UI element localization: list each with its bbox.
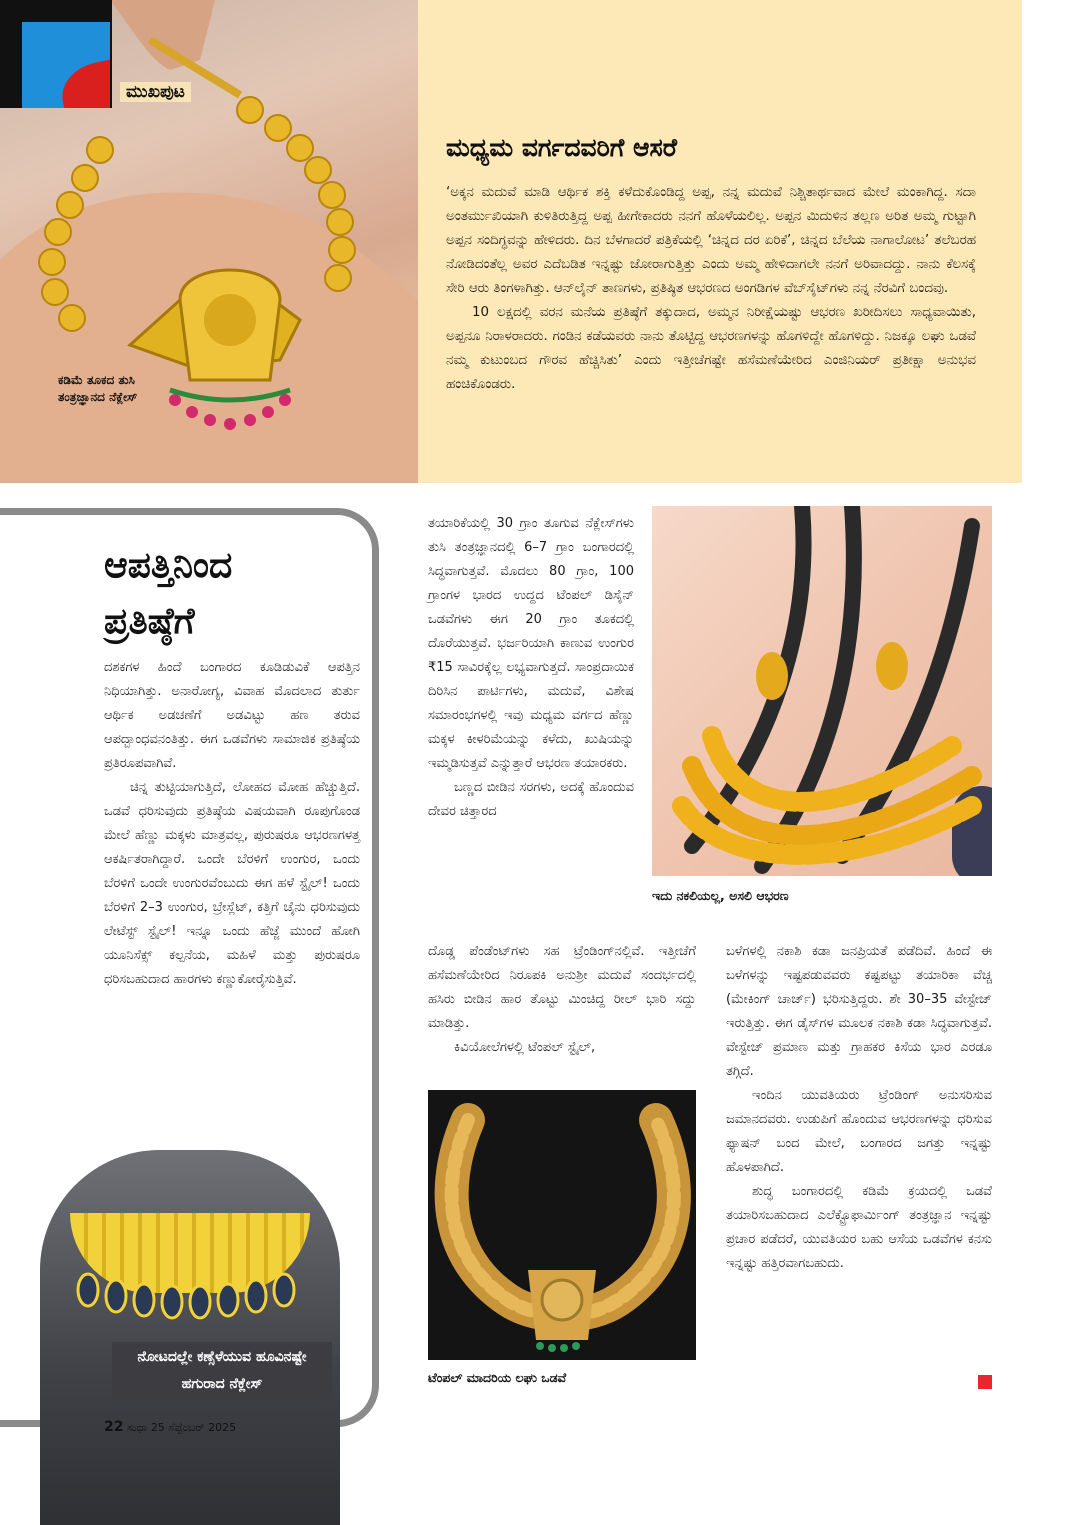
issue-date: 25 ಸೆಪ್ಟೆಂಬರ್ 2025	[150, 1421, 237, 1434]
top-story-paragraph: 10 ಲಕ್ಷದಲ್ಲಿ ವರನ ಮನೆಯ ಪ್ರತಿಷ್ಠೆಗೆ ತಕ್ಕುದಾದ, ಅಮ್ಮನ ನಿರೀಕ್ಷೆಯಷ್ಟು ಆಭರಣ ಖರೀದಿಸಲು ಸಾಧ್ಯವಾಯಿತು, ಅಪ್ಪನೂ ನಿರಾಳರಾದರು. ಗಂಡಿನ ಕಡೆಯವರು ನಾನು ತೊಟ್ಟಿದ್ದ ಆಭರಣಗಳನ್ನು ಹೊಗಳಿದ್ದೇ ಹೊಗಳಿದ್ದು. ನಿಜಕ್ಕೂ ಲಘು ಒಡವೆ ನಮ್ಮ ಕುಟುಂಬದ ಗೌರವ ಹೆಚ್ಚಿಸಿತು’ ಎಂದು ಇತ್ತೀಚೆಗಷ್ಟೇ ಹಸೆಮಣೆಯೇರಿದ ಎಂಜಿನಿಯರ್ ಪ್ರತೀಕ್ಷಾ ಅನುಭವ ಹಂಚಿಕೊಂಡರು.	[446, 305, 976, 392]
top-photo-caption: ಕಡಿಮೆ ತೂಕದ ತುಸಿ ತಂತ್ರಜ್ಞಾನದ ನೆಕ್ಲೇಸ್	[58, 373, 138, 404]
section-tag: ಮುಖಪುಟ	[120, 82, 191, 102]
logo-red-shape	[56, 54, 110, 108]
main-story-column-3	[726, 940, 992, 1276]
side-story-paragraph: ದಶಕಗಳ ಹಿಂದೆ ಬಂಗಾರದ ಕೂಡಿಡುವಿಕೆ ಆಪತ್ತಿನ ನಿಧಿಯಾಗಿತ್ತು. ಅನಾರೋಗ್ಯ, ವಿವಾಹ ಮೊದಲಾದ ತುರ್ತು ಆರ್ಥಿಕ ಅಡಚಣೆಗೆ ಅಡವಿಟ್ಟು ಹಣ ತರುವ ಆಪದ್ಬಾಂಧವನಂತಿತ್ತು. ಈಗ ಒಡವೆಗಳು ಸಾಮಾಜಿಕ ಪ್ರತಿಷ್ಠೆಯ ಪ್ರತಿರೂಪವಾಗಿವೆ.	[104, 660, 360, 771]
main-story-paragraph: ಬಣ್ಣದ ಬೀಡಿನ ಸರಗಳು, ಅದಕ್ಕೆ ಹೊಂದುವ ದೇವರ ಚಿತ್ತಾರದ	[428, 780, 634, 819]
page-folio	[104, 1419, 236, 1435]
temple-necklace-photo	[428, 1090, 696, 1360]
main-story-paragraph: ಬಳೆಗಳಲ್ಲಿ ನಕಾಶಿ ಕಡಾ ಜನಪ್ರಿಯತೆ ಪಡೆದಿವೆ. ಹಿಂದೆ ಈ ಬಳೆಗಳನ್ನು ಇಷ್ಟಪಡುವವರು ಕಷ್ಟಪಟ್ಟು ತಯಾರಿಕಾ ವೆಚ್ಚ (ಮೇಕಿಂಗ್ ಚಾರ್ಜ್) ಭರಿಸುತ್ತಿದ್ದರು. ಶೇ 30–35 ವೇಸ್ಟೇಜ್ ಇರುತ್ತಿತ್ತು. ಈಗ ಡೈಸ್‌ಗಳ ಮೂಲಕ ನಕಾಶಿ ಕಡಾ ಸಿದ್ಧವಾಗುತ್ತವೆ. ವೇಸ್ಟೇಜ್ ಪ್ರಮಾಣ ಮತ್ತು ಗ್ರಾಹಕರ ಕಿಸೆಯ ಭಾರ ಎರಡೂ ತಗ್ಗಿದೆ.	[726, 944, 992, 1079]
top-story-paragraph: ‘ಅಕ್ಕನ ಮದುವೆ ಮಾಡಿ ಆರ್ಥಿಕ ಶಕ್ತಿ ಕಳೆದುಕೊಂಡಿದ್ದ ಅಪ್ಪ, ನನ್ನ ಮದುವೆ ನಿಶ್ಚಿತಾರ್ಥವಾದ ಮೇಲೆ ಮಂಕಾಗಿದ್ದ. ಸದಾ ಅಂತರ್ಮುಖಿಯಾಗಿ ಕುಳಿತಿರುತ್ತಿದ್ದ ಅಪ್ಪ ಹೀಗೇಕಾದರು ನನಗೆ ಹೊಳೆಯಲಿಲ್ಲ. ಅಪ್ಪನ ಮಿದುಳಿನ ತಲ್ಲಣ ಅರಿತ ಅಮ್ಮ ಗುಟ್ಟಾಗಿ ಅಪ್ಪನ ಸಂದಿಗ್ಧವನ್ನು ಹೇಳಿದರು. ದಿನ ಬೆಳಗಾದರೆ ಪತ್ರಿಕೆಯಲ್ಲಿ ‘ಚಿನ್ನದ ದರ ಏರಿಕೆ’, ಚಿನ್ನದ ಬೆಲೆಯ ನಾಗಾಲೋಟ’ ತಲೆಬರಹ ನೋಡಿದಂತೆಲ್ಲ ಅವರ ಎದೆಬಡಿತ ಇನ್ನಷ್ಟು ಜೋರಾಗುತ್ತಿತ್ತು ಎಂದು ಅಮ್ಮ ಹೇಳಿದಾಗಲೇ ನನಗೆ ಅರಿವಾದದ್ದು. ನಾನು ಕೆಲಸಕ್ಕೆ ಸೇರಿ ಆರು ತಿಂಗಳಾಗಿತ್ತು. ಆನ್‌ಲೈನ್ ತಾಣಗಳು, ಪ್ರತಿಷ್ಠಿತ ಆಭರಣದ ಅಂಗಡಿಗಳ ವೆಬ್‌ಸೈಟ್‌ಗಳು ನನ್ನ ನೆರವಿಗೆ ಬಂದವು.	[446, 185, 976, 296]
side-story-headline	[104, 538, 232, 650]
side-story-paragraph: ಚಿನ್ನ ತುಟ್ಟಿಯಾಗುತ್ತಿದೆ, ಲೋಹದ ಮೋಹ ಹೆಚ್ಚುತ್ತಿದೆ. ಒಡವೆ ಧರಿಸುವುದು ಪ್ರತಿಷ್ಠೆಯ ವಿಷಯವಾಗಿ ರೂಪುಗೊಂಡ ಮೇಲೆ ಹೆಣ್ಣು ಮಕ್ಕಳು ಮಾತ್ರವಲ್ಲ, ಪುರುಷರೂ ಆಭರಣಗಳತ್ತ ಆಕರ್ಷಿತರಾಗಿದ್ದಾರೆ. ಒಂದೇ ಬೆರಳಿಗೆ ಉಂಗುರ, ಒಂದು ಬೆರಳಿಗೆ ಒಂದೇ ಉಂಗುರವೆಂಬುದು ಈಗ ಹಳೆ ಸ್ಟೈಲ್! ಒಂದು ಬೆರಳಿಗೆ 2–3 ಉಂಗುರ, ಬ್ರೇಸ್ಲೆಟ್, ಕತ್ತಿಗೆ ಚೈನು ಧರಿಸುವುದು ಲೇಟೆಸ್ಟ್ ಸ್ಟೈಲ್! ಇನ್ನೂ ಒಂದು ಹೆಜ್ಜೆ ಮುಂದೆ ಹೋಗಿ ಯೂನಿಸೆಕ್ಸ್ ಕಲ್ಪನೆಯ, ಮಹಿಳೆ ಮತ್ತು ಪುರುಷರೂ ಧರಿಸಬಹುದಾದ ಹಾರಗಳು ಕಣ್ಣುಕೋರೈಸುತ್ತಿವೆ.	[104, 780, 360, 987]
magazine-name: ಸುಧಾ	[126, 1421, 148, 1434]
main-story-paragraph: ಶುದ್ಧ ಬಂಗಾರದಲ್ಲಿ ಕಡಿಮೆ ಕ್ರಯದಲ್ಲಿ ಒಡವೆ ತಯಾರಿಸಬಹುದಾದ ಎಲೆಕ್ಟ್ರೊಫಾರ್ಮಿಂಗ್ ತಂತ್ರಜ್ಞಾನ ಇನ್ನಷ್ಟು ಪ್ರಚಾರ ಪಡೆದರೆ, ಯುವತಿಯರ ಬಹು ಆಸೆಯ ಒಡವೆಗಳ ಕನಸು ಇನ್ನಷ್ಟು ಹತ್ತಿರವಾಗಬಹುದು.	[726, 1184, 992, 1271]
top-story-body	[446, 181, 976, 397]
main-story-paragraph: ಕಿವಿಯೋಲೆಗಳಲ್ಲಿ ಟೆಂಪಲ್ ಸ್ಟೈಲ್,	[454, 1040, 596, 1055]
temple-necklace-illustration	[428, 1090, 696, 1360]
temple-photo-caption: ಟೆಂಪಲ್ ಮಾದರಿಯ ಲಘು ಒಡವೆ	[428, 1370, 567, 1385]
black-bead-photo-caption: ಇದು ನಕಲಿಯಲ್ಲ, ಅಸಲಿ ಆಭರಣ	[652, 888, 789, 903]
red-square-icon	[978, 1375, 992, 1389]
choker-drops-illustration	[70, 1260, 310, 1320]
black-bead-necklace-photo	[652, 506, 992, 876]
side-headline-line: ಆಪತ್ತಿನಿಂದ	[104, 545, 233, 586]
side-headline-line: ಪ್ರತಿಷ್ಠೆಗೆ	[104, 601, 195, 642]
main-story-column-2	[428, 512, 634, 824]
main-story-paragraph: ದೊಡ್ಡ ಪೆಂಡೆಂಟ್‌ಗಳು ಸಹ ಟ್ರೆಂಡಿಂಗ್‌ನಲ್ಲಿವೆ. ಇತ್ತೀಚೆಗೆ ಹಸೆಮಣೆಯೇರಿದ ನಿರೂಪಕಿ ಅನುಶ್ರೀ ಮದುವೆ ಸಂದರ್ಭದಲ್ಲಿ ಹಸಿರು ಬೀಡಿನ ಹಾರ ತೊಟ್ಟು ಮಿಂಚಿದ್ದ ರೀಲ್ ಭಾರಿ ಸದ್ದು ಮಾಡಿತ್ತು.	[428, 944, 696, 1031]
logo-mark	[22, 22, 110, 108]
top-story-headline: ಮಧ್ಯಮ ವರ್ಗದವರಿಗೆ ಆಸರೆ	[446, 133, 678, 162]
black-bead-necklace-illustration	[652, 506, 992, 876]
side-story-body	[104, 656, 360, 992]
main-story-paragraph: ಇಂದಿನ ಯುವತಿಯರು ಟ್ರೆಂಡಿಂಗ್ ಅನುಸರಿಸುವ ಜಮಾನದವರು. ಉಡುಪಿಗೆ ಹೊಂದುವ ಆಭರಣಗಳನ್ನು ಧರಿಸುವ ಫ್ಯಾಷನ್ ಬಂದ ಮೇಲೆ, ಬಂಗಾರದ ಜಗತ್ತು ಇನ್ನಷ್ಟು ಹೊಳಪಾಗಿದೆ.	[726, 1088, 992, 1175]
main-story-paragraph: ತಯಾರಿಕೆಯಲ್ಲಿ 30 ಗ್ರಾಂ ತೂಗುವ ನೆಕ್ಲೇಸ್‌ಗಳು ತುಸಿ ತಂತ್ರಜ್ಞಾನದಲ್ಲಿ 6–7 ಗ್ರಾಂ ಬಂಗಾರದಲ್ಲಿ ಸಿದ್ಧವಾಗುತ್ತವೆ. ಮೊದಲು 80 ಗ್ರಾಂ, 100 ಗ್ರಾಂಗಳ ಭಾರದ ಉದ್ದದ ಟೆಂಪಲ್ ಡಿಸೈನ್ ಒಡವೆಗಳು ಈಗ 20 ಗ್ರಾಂ ತೂಕದಲ್ಲಿ ದೊರೆಯುತ್ತವೆ. ಭರ್ಜರಿಯಾಗಿ ಕಾಣುವ ಉಂಗುರ ₹15 ಸಾವಿರಕ್ಕೆಲ್ಲ ಲಭ್ಯವಾಗುತ್ತದೆ. ಸಾಂಪ್ರದಾಯಿಕ ದಿರಿಸಿನ ಪಾರ್ಟಿಗಳು, ಮದುವೆ, ವಿಶೇಷ ಸಮಾರಂಭಗಳಲ್ಲಿ ಇವು ಮಧ್ಯಮ ವರ್ಗದ ಹೆಣ್ಣು ಮಕ್ಕಳ ಕೀಳರಿಮೆಯನ್ನು ಕಳೆದು, ಖುಷಿಯನ್ನು ಇಮ್ಮಡಿಸುತ್ತವೆ ಎನ್ನುತ್ತಾರೆ ಆಭರಣ ತಯಾರಕರು.	[428, 516, 634, 771]
main-story-column-2-continued	[428, 940, 696, 1060]
mannequin-bust-photo	[40, 1150, 340, 1525]
bust-photo-caption: ನೋಟದಲ್ಲೇ ಕಣ್ಸೆಳೆಯುವ ಹೂವಿನಷ್ಟೇ ಹಗುರಾದ ನೆಕ್ಲೇಸ್	[112, 1342, 332, 1400]
page-number: 22	[104, 1419, 124, 1435]
